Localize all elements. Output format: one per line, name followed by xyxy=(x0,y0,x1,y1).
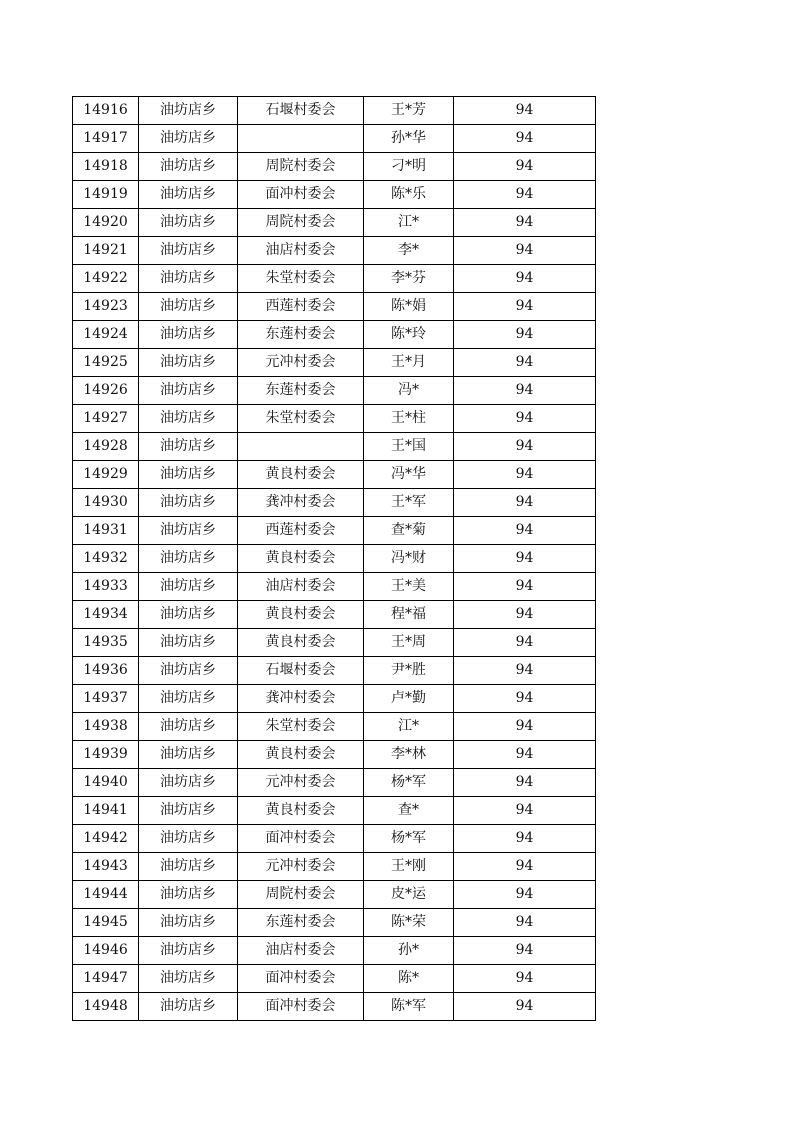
township-cell: 油坊店乡 xyxy=(139,349,238,377)
record-number-cell: 14934 xyxy=(73,601,139,629)
score-cell: 94 xyxy=(454,461,596,489)
record-number-cell: 14924 xyxy=(73,321,139,349)
record-number-cell: 14939 xyxy=(73,741,139,769)
township-cell: 油坊店乡 xyxy=(139,657,238,685)
village-committee-cell: 东莲村委会 xyxy=(238,909,364,937)
person-name-cell: 李* xyxy=(364,237,454,265)
table-row xyxy=(73,713,596,741)
score-cell: 94 xyxy=(454,377,596,405)
record-number-cell: 14936 xyxy=(73,657,139,685)
township-cell: 油坊店乡 xyxy=(139,433,238,461)
score-cell: 94 xyxy=(454,825,596,853)
township-cell: 油坊店乡 xyxy=(139,97,238,125)
village-committee-cell: 黄良村委会 xyxy=(238,629,364,657)
data-table xyxy=(72,96,596,1021)
table-row xyxy=(73,657,596,685)
table-row xyxy=(73,405,596,433)
score-cell: 94 xyxy=(454,573,596,601)
record-number-cell: 14917 xyxy=(73,125,139,153)
record-number-cell: 14929 xyxy=(73,461,139,489)
village-committee-cell: 油店村委会 xyxy=(238,237,364,265)
village-committee-cell xyxy=(238,125,364,153)
table-row xyxy=(73,573,596,601)
village-committee-cell: 朱堂村委会 xyxy=(238,713,364,741)
score-cell: 94 xyxy=(454,741,596,769)
village-committee-cell: 东莲村委会 xyxy=(238,377,364,405)
person-name-cell: 程*福 xyxy=(364,601,454,629)
record-number-cell: 14943 xyxy=(73,853,139,881)
record-number-cell: 14942 xyxy=(73,825,139,853)
township-cell: 油坊店乡 xyxy=(139,209,238,237)
township-cell: 油坊店乡 xyxy=(139,797,238,825)
score-cell: 94 xyxy=(454,993,596,1021)
township-cell: 油坊店乡 xyxy=(139,293,238,321)
township-cell: 油坊店乡 xyxy=(139,125,238,153)
table-row xyxy=(73,349,596,377)
village-committee-cell: 黄良村委会 xyxy=(238,741,364,769)
table-row xyxy=(73,965,596,993)
score-cell: 94 xyxy=(454,265,596,293)
village-committee-cell: 黄良村委会 xyxy=(238,545,364,573)
township-cell: 油坊店乡 xyxy=(139,237,238,265)
township-cell: 油坊店乡 xyxy=(139,853,238,881)
township-cell: 油坊店乡 xyxy=(139,489,238,517)
table-row xyxy=(73,377,596,405)
record-number-cell: 14946 xyxy=(73,937,139,965)
score-cell: 94 xyxy=(454,433,596,461)
score-cell: 94 xyxy=(454,181,596,209)
person-name-cell: 孙* xyxy=(364,937,454,965)
township-cell: 油坊店乡 xyxy=(139,993,238,1021)
table-row xyxy=(73,489,596,517)
village-committee-cell: 元冲村委会 xyxy=(238,769,364,797)
record-number-cell: 14948 xyxy=(73,993,139,1021)
record-number-cell: 14916 xyxy=(73,97,139,125)
record-number-cell: 14931 xyxy=(73,517,139,545)
person-name-cell: 陈*娟 xyxy=(364,293,454,321)
person-name-cell: 杨*军 xyxy=(364,825,454,853)
village-committee-cell: 东莲村委会 xyxy=(238,321,364,349)
person-name-cell: 王*军 xyxy=(364,489,454,517)
score-cell: 94 xyxy=(454,797,596,825)
person-name-cell: 王*月 xyxy=(364,349,454,377)
record-number-cell: 14918 xyxy=(73,153,139,181)
township-cell: 油坊店乡 xyxy=(139,685,238,713)
score-cell: 94 xyxy=(454,209,596,237)
table-row xyxy=(73,685,596,713)
township-cell: 油坊店乡 xyxy=(139,405,238,433)
table-body xyxy=(73,97,596,1021)
record-number-cell: 14941 xyxy=(73,797,139,825)
record-number-cell: 14944 xyxy=(73,881,139,909)
table-row xyxy=(73,125,596,153)
record-number-cell: 14945 xyxy=(73,909,139,937)
township-cell: 油坊店乡 xyxy=(139,881,238,909)
person-name-cell: 王*美 xyxy=(364,573,454,601)
score-cell: 94 xyxy=(454,153,596,181)
township-cell: 油坊店乡 xyxy=(139,937,238,965)
table-row xyxy=(73,461,596,489)
score-cell: 94 xyxy=(454,517,596,545)
township-cell: 油坊店乡 xyxy=(139,909,238,937)
village-committee-cell: 周院村委会 xyxy=(238,881,364,909)
record-number-cell: 14940 xyxy=(73,769,139,797)
table-row xyxy=(73,909,596,937)
score-cell: 94 xyxy=(454,545,596,573)
person-name-cell: 陈* xyxy=(364,965,454,993)
record-number-cell: 14930 xyxy=(73,489,139,517)
record-number-cell: 14923 xyxy=(73,293,139,321)
village-committee-cell: 龚冲村委会 xyxy=(238,685,364,713)
person-name-cell: 陈*军 xyxy=(364,993,454,1021)
table-row xyxy=(73,517,596,545)
village-committee-cell: 西莲村委会 xyxy=(238,293,364,321)
record-number-cell: 14933 xyxy=(73,573,139,601)
person-name-cell: 杨*军 xyxy=(364,769,454,797)
score-cell: 94 xyxy=(454,769,596,797)
village-committee-cell: 油店村委会 xyxy=(238,937,364,965)
record-number-cell: 14947 xyxy=(73,965,139,993)
township-cell: 油坊店乡 xyxy=(139,265,238,293)
village-committee-cell: 石堰村委会 xyxy=(238,657,364,685)
person-name-cell: 江* xyxy=(364,209,454,237)
township-cell: 油坊店乡 xyxy=(139,545,238,573)
table-row xyxy=(73,937,596,965)
person-name-cell: 陈*玲 xyxy=(364,321,454,349)
village-committee-cell: 面冲村委会 xyxy=(238,965,364,993)
score-cell: 94 xyxy=(454,237,596,265)
person-name-cell: 冯*华 xyxy=(364,461,454,489)
village-committee-cell: 周院村委会 xyxy=(238,153,364,181)
table-row xyxy=(73,97,596,125)
score-cell: 94 xyxy=(454,601,596,629)
person-name-cell: 查* xyxy=(364,797,454,825)
township-cell: 油坊店乡 xyxy=(139,629,238,657)
score-cell: 94 xyxy=(454,937,596,965)
score-cell: 94 xyxy=(454,685,596,713)
township-cell: 油坊店乡 xyxy=(139,713,238,741)
record-number-cell: 14928 xyxy=(73,433,139,461)
person-name-cell: 陈*荣 xyxy=(364,909,454,937)
person-name-cell: 陈*乐 xyxy=(364,181,454,209)
township-cell: 油坊店乡 xyxy=(139,769,238,797)
score-cell: 94 xyxy=(454,657,596,685)
score-cell: 94 xyxy=(454,489,596,517)
person-name-cell: 刁*明 xyxy=(364,153,454,181)
village-committee-cell: 油店村委会 xyxy=(238,573,364,601)
score-cell: 94 xyxy=(454,881,596,909)
person-name-cell: 冯*财 xyxy=(364,545,454,573)
score-cell: 94 xyxy=(454,349,596,377)
village-committee-cell xyxy=(238,433,364,461)
record-number-cell: 14919 xyxy=(73,181,139,209)
record-number-cell: 14926 xyxy=(73,377,139,405)
village-committee-cell: 黄良村委会 xyxy=(238,601,364,629)
record-number-cell: 14938 xyxy=(73,713,139,741)
score-cell: 94 xyxy=(454,293,596,321)
person-name-cell: 孙*华 xyxy=(364,125,454,153)
table-row xyxy=(73,601,596,629)
person-name-cell: 王*芳 xyxy=(364,97,454,125)
table-row xyxy=(73,237,596,265)
township-cell: 油坊店乡 xyxy=(139,153,238,181)
record-number-cell: 14921 xyxy=(73,237,139,265)
score-cell: 94 xyxy=(454,853,596,881)
township-cell: 油坊店乡 xyxy=(139,825,238,853)
table-row xyxy=(73,321,596,349)
table-row xyxy=(73,769,596,797)
township-cell: 油坊店乡 xyxy=(139,741,238,769)
table-row xyxy=(73,209,596,237)
village-committee-cell: 西莲村委会 xyxy=(238,517,364,545)
township-cell: 油坊店乡 xyxy=(139,517,238,545)
person-name-cell: 李*林 xyxy=(364,741,454,769)
table-row xyxy=(73,265,596,293)
township-cell: 油坊店乡 xyxy=(139,181,238,209)
score-cell: 94 xyxy=(454,713,596,741)
table-row xyxy=(73,825,596,853)
record-number-cell: 14927 xyxy=(73,405,139,433)
table-row xyxy=(73,153,596,181)
village-committee-cell: 黄良村委会 xyxy=(238,461,364,489)
score-cell: 94 xyxy=(454,965,596,993)
table-row xyxy=(73,797,596,825)
person-name-cell: 皮*运 xyxy=(364,881,454,909)
score-cell: 94 xyxy=(454,97,596,125)
village-committee-cell: 朱堂村委会 xyxy=(238,405,364,433)
table-row xyxy=(73,881,596,909)
village-committee-cell: 石堰村委会 xyxy=(238,97,364,125)
table-row xyxy=(73,293,596,321)
person-name-cell: 王*刚 xyxy=(364,853,454,881)
table-row xyxy=(73,181,596,209)
person-name-cell: 王*柱 xyxy=(364,405,454,433)
person-name-cell: 王*国 xyxy=(364,433,454,461)
village-committee-cell: 面冲村委会 xyxy=(238,993,364,1021)
table-row xyxy=(73,993,596,1021)
village-committee-cell: 元冲村委会 xyxy=(238,349,364,377)
record-number-cell: 14922 xyxy=(73,265,139,293)
village-committee-cell: 朱堂村委会 xyxy=(238,265,364,293)
person-name-cell: 李*芬 xyxy=(364,265,454,293)
township-cell: 油坊店乡 xyxy=(139,965,238,993)
score-cell: 94 xyxy=(454,321,596,349)
score-cell: 94 xyxy=(454,909,596,937)
person-name-cell: 查*菊 xyxy=(364,517,454,545)
township-cell: 油坊店乡 xyxy=(139,377,238,405)
record-number-cell: 14932 xyxy=(73,545,139,573)
township-cell: 油坊店乡 xyxy=(139,321,238,349)
score-cell: 94 xyxy=(454,629,596,657)
record-number-cell: 14920 xyxy=(73,209,139,237)
person-name-cell: 王*周 xyxy=(364,629,454,657)
table-row xyxy=(73,853,596,881)
person-name-cell: 江* xyxy=(364,713,454,741)
village-committee-cell: 元冲村委会 xyxy=(238,853,364,881)
village-committee-cell: 面冲村委会 xyxy=(238,825,364,853)
village-committee-cell: 面冲村委会 xyxy=(238,181,364,209)
record-number-cell: 14925 xyxy=(73,349,139,377)
person-name-cell: 尹*胜 xyxy=(364,657,454,685)
score-cell: 94 xyxy=(454,125,596,153)
village-committee-cell: 龚冲村委会 xyxy=(238,489,364,517)
record-number-cell: 14935 xyxy=(73,629,139,657)
record-number-cell: 14937 xyxy=(73,685,139,713)
township-cell: 油坊店乡 xyxy=(139,573,238,601)
person-name-cell: 冯* xyxy=(364,377,454,405)
table-row xyxy=(73,433,596,461)
table-row xyxy=(73,545,596,573)
table-row xyxy=(73,629,596,657)
township-cell: 油坊店乡 xyxy=(139,601,238,629)
township-cell: 油坊店乡 xyxy=(139,461,238,489)
village-committee-cell: 周院村委会 xyxy=(238,209,364,237)
village-committee-cell: 黄良村委会 xyxy=(238,797,364,825)
person-name-cell: 卢*勤 xyxy=(364,685,454,713)
table-row xyxy=(73,741,596,769)
score-cell: 94 xyxy=(454,405,596,433)
